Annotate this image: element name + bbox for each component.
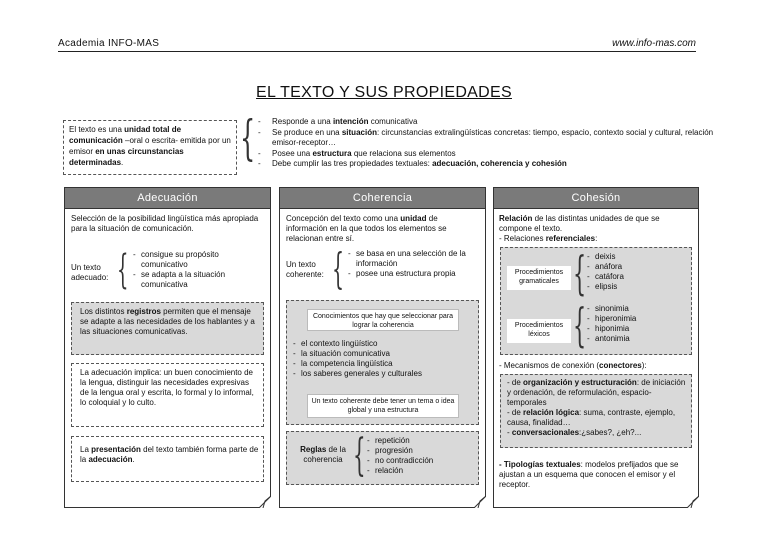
definition-text: –oral o escrita- emitida por un emisor (69, 136, 231, 156)
property-item: - Debe cumplir las tres propiedades textuales: adecuación, coherencia y cohesión (258, 159, 718, 170)
registros-box: Los distintos registros permiten que el mensaje se adapte a las necesidades de los hablantes y a las situaciones comunicativas. (71, 302, 264, 355)
property-item: - Posee una estructura que relaciona sus elementos (258, 149, 718, 160)
list-item: - la competencia lingüística (293, 359, 473, 369)
adecuacion-label: Un texto adecuado: (71, 263, 109, 282)
conectores-list (507, 378, 687, 438)
list-item: - repetición (367, 436, 477, 446)
column-heading: Adecuación (65, 188, 270, 209)
list-item: - se basa en una selección de la información (348, 249, 478, 269)
page-fold-icon (687, 496, 699, 508)
property-item: - Se produce en una situación: circunstancias extralingüísticas concretas: tiempo, espacio, contexto social y cultural, relación emisor-receptor… (258, 128, 718, 149)
lexicos-list (587, 304, 687, 344)
list-item: - deixis (587, 252, 687, 262)
adecuacion-items (133, 250, 263, 290)
conectores-box (500, 374, 692, 448)
list-item: - los saberes generales y culturales (293, 369, 473, 379)
knowledge-list (293, 339, 473, 379)
cohesion-intro: Relación de las distintas unidades de que se compone el texto. (499, 214, 660, 233)
definition-text: El texto es una (69, 125, 125, 134)
column-adecuacion (64, 187, 271, 508)
page-title: EL TEXTO Y SUS PROPIEDADES (256, 84, 512, 101)
list-item: - relación (367, 466, 477, 476)
adecuacion-intro: Selección de la posibilidad lingüística más apropiada para la situación de comunicación. (71, 214, 259, 233)
presentacion-box: La presentación del texto también forma parte de la adecuación. (71, 436, 264, 482)
conocimientos-box (286, 300, 479, 425)
list-item: - el contexto lingüístico (293, 339, 473, 349)
coherencia-items (348, 249, 478, 279)
definition-bold-2: en unas circunstancias determinadas (69, 147, 184, 167)
list-item: - elipsis (587, 282, 687, 292)
definition-box (63, 120, 237, 175)
procedimientos-box (500, 247, 692, 355)
list-item: - se adapta a la situación comunicativa (133, 270, 263, 290)
column-coherencia (279, 187, 486, 508)
list-item: - consigue su propósito comunicativo (133, 250, 263, 270)
list-item: - de organización y estructuración: de iniciación y ordenación, de reformulación, espacio-temporales (507, 378, 686, 407)
list-item: - la situación comunicativa (293, 349, 473, 359)
brace-icon: { (573, 298, 587, 352)
brace-icon: { (240, 110, 256, 166)
brace-icon: { (117, 247, 129, 293)
coherencia-note: Un texto coherente debe tener un tema o idea global y una estructura (307, 394, 459, 418)
list-item: - hiponimia (587, 324, 687, 334)
list-item: - hiperonimia (587, 314, 687, 324)
cohesion-tipologias: - Tipologías textuales: modelos prefijados que se ajustan a un esquema que conocen el emisor y el receptor. (499, 460, 679, 489)
page-fold-icon (259, 496, 271, 508)
list-item: - progresión (367, 446, 477, 456)
reglas-list (367, 436, 477, 476)
list-item: - catáfora (587, 272, 687, 282)
list-item: - anáfora (587, 262, 687, 272)
column-cohesion (493, 187, 699, 508)
definition-bold-1: unidad total de comunicación (69, 125, 182, 145)
cohesion-mecanismos: - Mecanismos de conexión (conectores): (499, 361, 647, 370)
list-item: - sinonimia (587, 304, 687, 314)
list-item: - posee una estructura propia (348, 269, 478, 279)
column-heading: Cohesión (494, 188, 698, 209)
brace-icon: { (332, 244, 345, 293)
definition-text: . (121, 158, 124, 167)
header-website: www.info-mas.com (612, 38, 696, 49)
brace-icon: { (573, 246, 587, 300)
cohesion-referenciales: - Relaciones referenciales: (499, 234, 598, 243)
gramaticales-list (587, 252, 687, 292)
brace-icon: { (353, 430, 366, 481)
list-item: - no contradicción (367, 456, 477, 466)
header-divider (58, 51, 696, 52)
list-item: - conversacionales:¿sabes?, ¿eh?... (507, 428, 642, 437)
column-heading: Coherencia (280, 188, 485, 209)
lexicos-label: Procedimientos léxicos (507, 319, 571, 343)
page-fold-icon (474, 496, 486, 508)
gramaticales-label: Procedimientos gramaticales (507, 266, 571, 290)
reglas-label: Reglas de la coherencia (300, 445, 346, 464)
coherencia-label: Un texto coherente: (286, 260, 324, 279)
conocimientos-title: Conocimientos que hay que seleccionar para lograr la coherencia (307, 309, 459, 331)
implicacion-box: La adecuación implica: un buen conocimiento de la lengua, distinguir las necesidades expresivas de la lengua oral y escrita, lo formal y lo informal, lo coloquial y lo culto. (71, 363, 264, 427)
list-item: - antonimia (587, 334, 687, 344)
properties-list (258, 117, 718, 170)
reglas-box (286, 431, 479, 485)
property-item: - Responde a una intención comunicativa (258, 117, 718, 128)
coherencia-intro: Concepción del texto como una unidad de información en la que todos los elementos se relacionan entre sí. (286, 214, 447, 243)
list-item: - de relación lógica: suma, contraste, ejemplo, causa, finalidad… (507, 408, 676, 427)
header-brand: Academia INFO-MAS (58, 38, 160, 49)
